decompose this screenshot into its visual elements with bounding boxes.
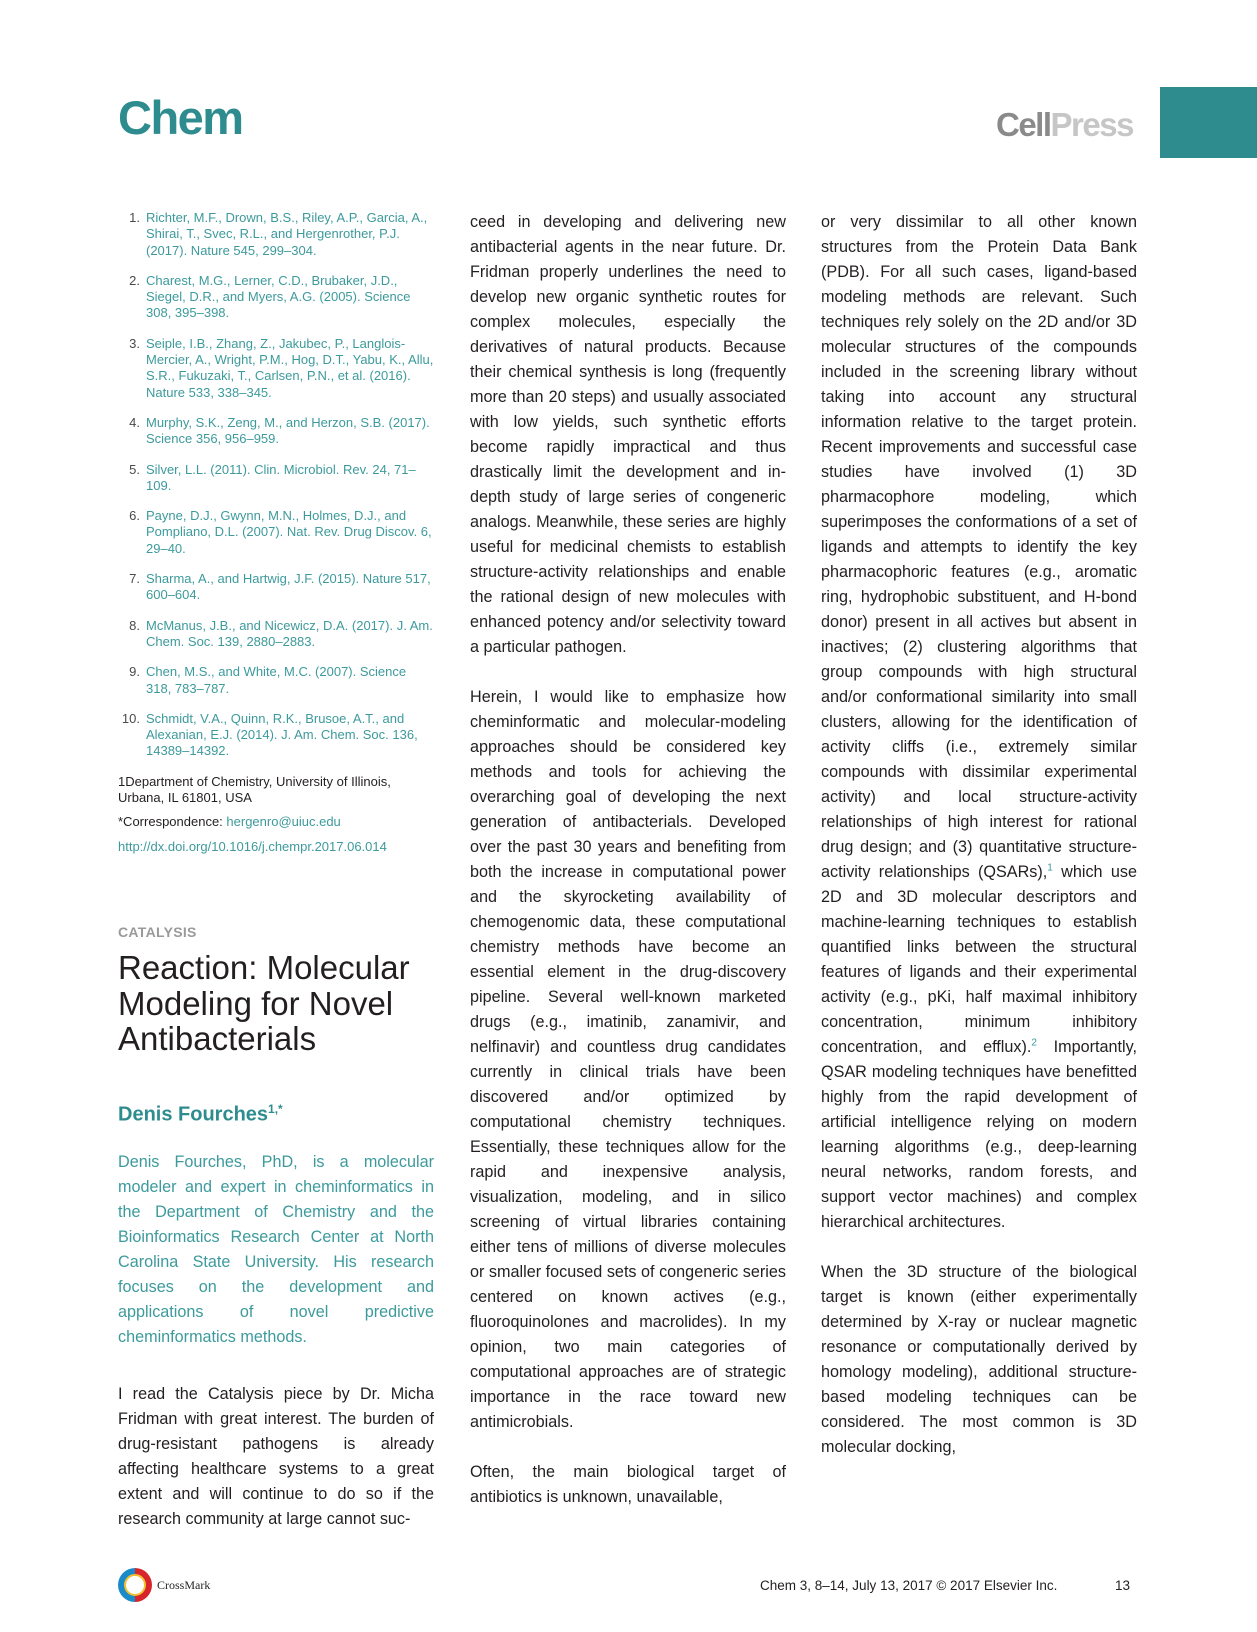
reference-item[interactable] <box>118 508 434 557</box>
publisher-logo-part2: Press <box>1050 106 1133 143</box>
reference-number: 2. <box>129 272 140 288</box>
reference-number: 3. <box>129 335 140 351</box>
doi-link[interactable]: http://dx.doi.org/10.1016/j.chempr.2017.06.014 <box>118 838 387 854</box>
reference-number: 10. <box>121 710 140 726</box>
reference-item[interactable] <box>118 462 434 495</box>
publisher-logo <box>996 108 1133 141</box>
reference-item[interactable] <box>118 210 434 259</box>
reference-text: Chen, M.S., and White, M.C. (2007). Science 318, 783–787. <box>146 664 407 696</box>
reference-item[interactable] <box>118 273 434 322</box>
author-affiliation-marks: 1,* <box>268 1102 283 1116</box>
body-text: Importantly, QSAR modeling techniques have benefitted highly from the rapid development of artificial intelligence relying on modern learning algorithms (e.g., deep-learning neural networks, random forests, and support vector machines) and complex hierarchical architectures. <box>821 1038 1137 1231</box>
author-name <box>118 1102 283 1127</box>
body-paragraph: Herein, I would like to emphasize how cheminformatic and molecular-modeling approaches should be considered key methods and tools for achieving the overarching goal of developing the next generation of antibacterials. Developed over the past 30 years and benefiting from both the increase in computational power and the skyrocketing availability of chemogenomic data, these computational chemistry methods have become an essential element in the drug-discovery pipeline. Several well-known marketed drugs (e.g., imatinib, zanamivir, and nelfinavir) and countless drug candidates currently in clinical trials have been discovered and/or optimized by computational chemistry techniques. Essentially, these techniques allow for the rapid and inexpensive analysis, visualization, modeling, and in silico screening of virtual libraries containing either tens of millions of diverse molecules or smaller focused sets of congeneric series centered on known actives (e.g., fluoroquinolones and macrolides). In my opinion, two main categories of computational approaches are of strategic importance in the race toward new antimicrobials. <box>470 688 786 1431</box>
body-column-1 <box>118 1382 434 1557</box>
reference-list <box>118 210 434 760</box>
correspondence <box>118 814 434 830</box>
reference-text: Schmidt, V.A., Quinn, R.K., Brusoe, A.T., and Alexanian, E.J. (2014). J. Am. Chem. Soc. 136, 14389–14392. <box>146 710 418 759</box>
reference-item[interactable] <box>118 336 434 401</box>
body-text: or very dissimilar to all other known structures from the Protein Data Bank (PDB). For all such cases, ligand-based modeling methods are relevant. Such techniques rely solely on the 2D and/or 3D molecular structures of the compounds included in the screening library without taking into account any structural information relative to the target protein. Recent improvements and successful case studies have involved (1) 3D pharmacophore modeling, which superimposes the conformations of a set of ligands and attempts to identify the key pharmacophoric features (e.g., aromatic ring, hydrophobic substituent, and H-bond donor) present in all actives but absent in inactives; (2) clustering algorithms that group compounds with high structural and/or conformational similarity into small clusters, allowing for the identification of activity cliffs (i.e., extremely similar compounds with dissimilar experimental activity) and local structure-activity relationships of high interest for rational drug design; and (3) quantitative structure-activity relationships (QSARs), <box>821 213 1137 881</box>
body-text: which use 2D and 3D molecular descriptors and machine-learning techniques to establish quantified links between the structural features of ligands and their experimental activity (e.g., pKi, half maximal inhibitory concentration, minimum inhibitory concentration, and efflux). <box>821 863 1137 1056</box>
reference-text: Payne, D.J., Gwynn, M.N., Holmes, D.J., and Pompliano, D.L. (2007). Nat. Rev. Drug Discov. 6, 29–40. <box>146 508 432 556</box>
body-paragraph <box>821 210 1137 1235</box>
author-name-text: Denis Fourches <box>118 1103 269 1126</box>
page-number: 13 <box>1115 1578 1131 1593</box>
crossmark-label: CrossMark <box>157 1577 211 1592</box>
body-paragraph: Often, the main biological target of antibiotics is unknown, unavailable, <box>470 1463 786 1506</box>
reference-item[interactable] <box>118 571 434 604</box>
reference-item[interactable] <box>118 664 434 697</box>
body-column-2 <box>470 210 786 1535</box>
body-paragraph: I read the Catalysis piece by Dr. Micha Fridman with great interest. The burden of drug-resistant pathogens is already affecting healthcare systems to a great extent and will continue to do so if the research community at large cannot suc- <box>118 1385 434 1528</box>
reference-number: 1. <box>129 210 140 225</box>
publisher-logo-part1: Cell <box>996 106 1051 143</box>
crossmark-icon <box>118 1568 152 1602</box>
reference-number: 7. <box>129 571 140 587</box>
reference-item[interactable] <box>118 415 434 448</box>
citation-link[interactable]: 1 <box>1047 862 1053 874</box>
reference-number: 6. <box>129 508 140 524</box>
correspondence-email-link[interactable]: hergenro@uiuc.edu <box>226 814 341 830</box>
crossmark-icon-center <box>124 1574 146 1596</box>
section-label: CATALYSIS <box>118 924 197 940</box>
reference-number: 9. <box>129 664 140 680</box>
reference-item[interactable] <box>118 618 434 651</box>
header-teal-tab <box>1160 87 1257 158</box>
citation-link[interactable]: 2 <box>1031 1037 1037 1049</box>
body-column-3 <box>821 210 1137 1485</box>
body-paragraph: When the 3D structure of the biological target is known (either experimentally determined by X-ray or nuclear magnetic resonance or computationally derived by homology modeling), additional structure-based modeling techniques can be considered. The most common is 3D molecular docking, <box>821 1263 1137 1456</box>
reference-number: 5. <box>129 461 140 477</box>
correspondence-label: *Correspondence: <box>118 814 227 830</box>
reference-text: Murphy, S.K., Zeng, M., and Herzon, S.B. (2017). Science 356, 956–959. <box>146 414 430 447</box>
reference-text: Sharma, A., and Hartwig, J.F. (2015). Nature 517, 600–604. <box>146 571 431 603</box>
reference-text: Richter, M.F., Drown, B.S., Riley, A.P., Garcia, A., Shirai, T., Svec, R.L., and Hergenrother, P.J. (2017). Nature 545, 299–304. <box>146 210 428 258</box>
article-title: Reaction: Molecular Modeling for Novel Antibacterials <box>118 949 410 1057</box>
reference-text: McManus, J.B., and Nicewicz, D.A. (2017). J. Am. Chem. Soc. 139, 2880–2883. <box>146 617 433 649</box>
footer-citation: Chem 3, 8–14, July 13, 2017 © 2017 Elsevier Inc. <box>760 1578 1058 1593</box>
reference-number: 4. <box>129 414 140 430</box>
reference-text: Silver, L.L. (2011). Clin. Microbiol. Rev. 24, 71–109. <box>146 461 416 493</box>
journal-logo: Chem <box>118 91 243 144</box>
reference-item[interactable] <box>118 711 434 760</box>
affiliation: 1Department of Chemistry, University of Illinois, Urbana, IL 61801, USA <box>118 773 391 806</box>
reference-text: Charest, M.G., Lerner, C.D., Brubaker, J.D., Siegel, D.R., and Myers, A.G. (2005). Science 308, 395–398. <box>146 272 411 321</box>
crossmark-badge[interactable] <box>118 1568 210 1602</box>
author-bio: Denis Fourches, PhD, is a molecular modeler and expert in cheminformatics in the Department of Chemistry and the Bioinformatics Research Center at North Carolina State University. His research focuses on the development and applications of novel predictive cheminformatics methods. <box>118 1153 434 1346</box>
reference-text: Seiple, I.B., Zhang, Z., Jakubec, P., Langlois-Mercier, A., Wright, P.M., Hog, D.T., Yabu, K., Allu, S.R., Fukuzaki, T., Carlsen, P.N., et al. (2016). Nature 533, 338–345. <box>146 335 434 400</box>
reference-number: 8. <box>129 617 140 633</box>
body-paragraph: ceed in developing and delivering new antibacterial agents in the near future. Dr. Fridman properly underlines the need to develop new organic synthetic routes for complex molecules, especially the derivatives of natural products. Because their chemical synthesis is long (frequently more than 20 steps) and usually associated with low yields, such synthetic efforts become rapidly impractical and thus drastically limit the development and in-depth study of large series of congeneric analogs. Meanwhile, these series are highly useful for medicinal chemists to establish structure-activity relationships and enable the rational design of new molecules with enhanced potency and/or selectivity toward a particular pathogen. <box>470 213 786 656</box>
references-column <box>118 210 434 855</box>
